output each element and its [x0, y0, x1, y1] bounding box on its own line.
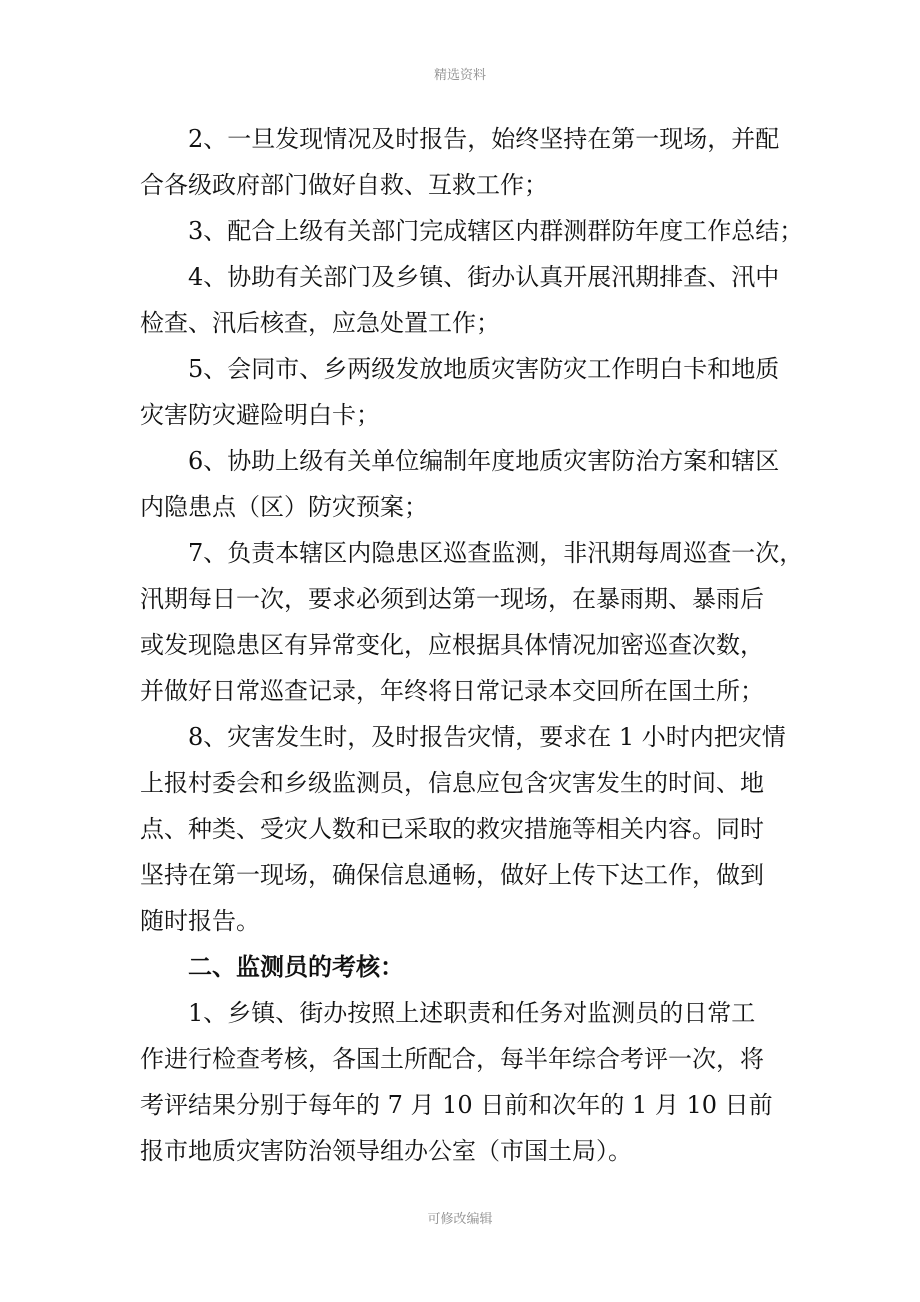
document-body	[140, 116, 804, 1174]
paragraph-line: 2、一旦发现情况及时报告，始终坚持在第一现场，并配	[188, 125, 780, 153]
paragraph-line: 灾害防灾避险明白卡；	[140, 401, 380, 429]
paragraph-line: 汛期每日一次，要求必须到达第一现场，在暴雨期、暴雨后	[140, 585, 764, 613]
paragraph-line: 随时报告。	[140, 907, 260, 935]
paragraph-line: 上报村委会和乡级监测员，信息应包含灾害发生的时间、地	[140, 769, 764, 797]
paragraph-line: 内隐患点（区）防灾预案；	[140, 493, 428, 521]
paragraph-line: 3、配合上级有关部门完成辖区内群测群防年度工作总结；	[188, 217, 804, 245]
paragraph-line: 作进行检查考核，各国土所配合，每半年综合考评一次，将	[140, 1045, 764, 1073]
paragraph-line: 6、协助上级有关单位编制年度地质灾害防治方案和辖区	[188, 447, 780, 475]
section-heading: 二、监测员的考核：	[188, 952, 404, 981]
paragraph-line: 点、种类、受灾人数和已采取的救灾措施等相关内容。同时	[140, 815, 764, 843]
header-watermark: 精选资料	[433, 68, 486, 83]
paragraph-line: 并做好日常巡查记录，年终将日常记录本交回所在国土所；	[140, 677, 764, 705]
paragraph-line: 5、会同市、乡两级发放地质灾害防灾工作明白卡和地质	[188, 355, 780, 383]
paragraph-line: 检查、汛后核查，应急处置工作；	[140, 309, 500, 337]
paragraph-line: 1、乡镇、街办按照上述职责和任务对监测员的日常工	[188, 999, 756, 1027]
paragraph-line: 4、协助有关部门及乡镇、街办认真开展汛期排查、汛中	[188, 263, 780, 291]
paragraph-line: 8、灾害发生时，及时报告灾情，要求在 1 小时内把灾情	[188, 723, 786, 751]
footer-watermark: 可修改编辑	[427, 1212, 493, 1227]
paragraph-line: 7、负责本辖区内隐患区巡查监测，非汛期每周巡查一次，	[188, 539, 804, 567]
paragraph-line: 合各级政府部门做好自救、互救工作；	[140, 171, 548, 199]
paragraph-line: 或发现隐患区有异常变化，应根据具体情况加密巡查次数，	[140, 631, 764, 659]
paragraph-line: 考评结果分别于每年的 7 月 10 日前和次年的 1 月 10 日前	[140, 1091, 773, 1119]
paragraph-line: 坚持在第一现场，确保信息通畅，做好上传下达工作，做到	[140, 861, 764, 889]
paragraph-line: 报市地质灾害防治领导组办公室（市国土局）。	[140, 1137, 632, 1165]
